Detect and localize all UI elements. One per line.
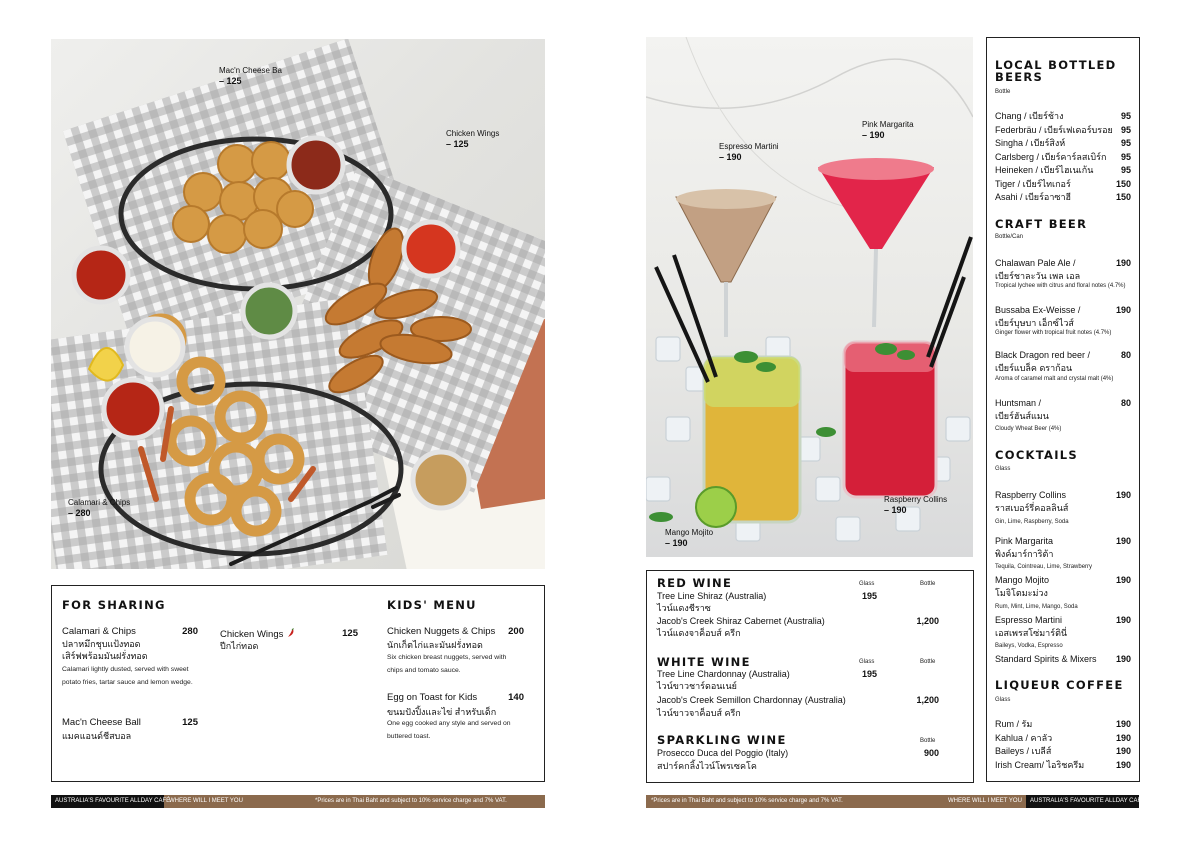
beer-list (995, 111, 1131, 206)
cocktail-3-thai: โมจิโตมะม่วง (995, 588, 1048, 598)
cocktails-sub: Glass (995, 466, 1011, 472)
item-nuggets-desc: Six chicken breast nuggets, served with chips and tomato sauce. (387, 654, 507, 674)
beer-item (995, 138, 1131, 152)
red-bottle-label: Bottle (920, 581, 936, 587)
liqueur-price: 190 (1115, 719, 1131, 729)
beer-price: 150 (1115, 178, 1131, 189)
food-illustration (51, 39, 545, 569)
footer-note: *Prices are in Thai Baht and subject to 10% service charge and 7% VAT. (651, 798, 843, 804)
item-egg-name: Egg on Toast for Kids (387, 692, 478, 703)
beer-item (995, 179, 1131, 193)
footer-brand: AUSTRALIA'S FAVOURITE ALLDAY CAFÉ (55, 798, 171, 804)
red-wine-1-glass: 195 (861, 591, 877, 601)
white-wine-2-thai: ไวน์ขาวจาค็อบส์ ครีก (657, 708, 741, 718)
beer-item (995, 165, 1131, 179)
craft-sub: Bottle/Can (995, 234, 1024, 240)
liqueur-name: Irish Cream/ ไอริชครีม (995, 759, 1085, 770)
caption-name: Pink Margarita (862, 120, 914, 129)
caption-price: – 190 (665, 538, 688, 548)
item-calamari-desc: Calamari lightly dusted, served with sweet potato fries, tartar sauce and lemon wedge. (62, 666, 193, 686)
liqueur-price: 190 (1115, 746, 1131, 756)
footer-brand: AUSTRALIA'S FAVOURITE ALLDAY CAFÉ (1030, 798, 1146, 804)
caption-espresso-martini (719, 142, 779, 162)
cocktail-illustration (646, 37, 973, 557)
white-wine-1-glass: 195 (861, 669, 877, 679)
cocktail-3-desc: Rum, Mint, Lime, Mango, Soda (995, 604, 1078, 610)
cocktails-heading: COCKTAILS (995, 448, 1079, 462)
cocktail-3-price: 190 (1115, 575, 1131, 585)
item-nuggets-thai: นักเก็ตไก่และมันฝรั่งทอด (387, 640, 483, 650)
beer-item (995, 111, 1131, 125)
item-wings-price: 125 (342, 628, 358, 639)
cocktail-2-desc: Tequila, Cointreau, Lime, Strawberry (995, 564, 1093, 570)
craft-3-price: 80 (1120, 350, 1131, 360)
cocktail-4-name: Espresso Martini (995, 615, 1063, 625)
red-wine-1-thai: ไวน์แดงชีราซ (657, 603, 711, 613)
caption-price: – 190 (719, 152, 742, 162)
footer-left (51, 795, 545, 808)
sparkling-wine-1-name: Prosecco Duca del Poggio (Italy) (657, 748, 789, 758)
white-bottle-label: Bottle (920, 659, 936, 665)
caption-calamari (68, 498, 130, 518)
white-wine-1-name: Tree Line Chardonnay (Australia) (657, 669, 790, 679)
caption-mac-cheese (219, 66, 282, 86)
footer-right (646, 795, 1146, 808)
chili-icon (286, 628, 295, 638)
beer-price: 95 (1120, 165, 1131, 175)
white-glass-label: Glass (859, 659, 875, 665)
craft-3-thai: เบียร์แบล็ค ดราก้อน (995, 363, 1073, 373)
caption-name: Espresso Martini (719, 142, 779, 151)
item-wings-thai: ปีกไก่ทอด (220, 641, 259, 651)
item-wings-label: Chicken Wings (220, 629, 284, 640)
craft-heading: CRAFT BEER (995, 217, 1088, 231)
footer-tagline: WHERE WILL I MEET YOU (948, 798, 1022, 804)
craft-3-name: Black Dragon red beer / (995, 350, 1091, 360)
craft-2-thai: เบียร์บุษบา เอ็กซ์ไวส์ (995, 318, 1074, 328)
liqueur-price: 190 (1115, 759, 1131, 770)
drinks-menu-box (986, 37, 1140, 782)
cocktail-photo (646, 37, 973, 557)
craft-1-price: 190 (1115, 258, 1131, 268)
beer-price: 150 (1115, 192, 1131, 202)
footer-tagline: WHERE WILL I MEET YOU (169, 798, 243, 804)
beer-name: Carlsberg / เบียร์คาร์ลสเบิร์ก (995, 151, 1107, 162)
caption-name: Chicken Wings (446, 129, 500, 138)
white-wine-2-name: Jacob's Creek Semillon Chardonnay (Australia) (657, 695, 846, 705)
caption-price: – 280 (68, 508, 91, 518)
liqueur-name: Rum / รัม (995, 719, 1033, 729)
beer-name: Chang / เบียร์ช้าง (995, 111, 1064, 121)
item-calamari-name: Calamari & Chips (62, 626, 136, 637)
white-wine-2-bottle: 1,200 (916, 695, 939, 705)
liqueur-name: Kahlua / คาลัว (995, 732, 1053, 743)
beer-name: Tiger / เบียร์ไทเกอร์ (995, 178, 1071, 189)
cocktail-4-desc: Baileys, Vodka, Espresso (995, 643, 1063, 649)
item-egg-price: 140 (508, 692, 524, 703)
cocktail-2-price: 190 (1115, 536, 1131, 546)
item-nuggets-name: Chicken Nuggets & Chips (387, 626, 496, 637)
caption-price: – 190 (862, 130, 885, 140)
caption-mango-mojito (665, 528, 713, 548)
beer-price: 95 (1120, 151, 1131, 162)
item-nuggets-price: 200 (508, 626, 524, 637)
beer-price: 95 (1120, 124, 1131, 135)
beer-item (995, 152, 1131, 166)
cocktail-5-price: 190 (1115, 654, 1131, 664)
caption-name: Mango Mojito (665, 528, 714, 537)
liqueur-name: Baileys / เบลีส์ (995, 746, 1052, 756)
beer-item (995, 125, 1131, 139)
kids-heading: KIDS' MENU (387, 598, 477, 612)
caption-wings (446, 129, 499, 149)
craft-4-desc: Cloudy Wheat Beer (4%) (995, 426, 1062, 432)
food-photo (51, 39, 545, 569)
liqueur-heading: LIQUEUR COFFEE (995, 678, 1124, 692)
caption-name: Calamari & Chips (68, 498, 131, 507)
craft-3-desc: Aroma of caramel malt and crystal malt (4%) (995, 376, 1114, 382)
craft-1-name: Chalawan Pale Ale / (995, 258, 1076, 268)
red-wine-1-name: Tree Line Shiraz (Australia) (657, 591, 767, 601)
item-mac-name: Mac'n Cheese Ball (62, 717, 141, 728)
red-wine-heading: RED WINE (657, 576, 733, 590)
caption-price: – 125 (219, 76, 242, 86)
footer-note: *Prices are in Thai Baht and subject to 10% service charge and 7% VAT. (315, 798, 507, 804)
cocktail-1-desc: Gin, Lime, Raspberry, Soda (995, 519, 1069, 525)
liqueur-list (995, 719, 1131, 773)
white-wine-1-thai: ไวน์ขาวชาร์ดอนเนย์ (657, 681, 737, 691)
craft-4-name: Huntsman / (995, 398, 1042, 408)
craft-2-price: 190 (1115, 305, 1131, 315)
cocktail-5-name: Standard Spirits & Mixers (995, 654, 1097, 664)
item-mac-thai: แมคแอนด์ชีสบอล (62, 731, 132, 741)
liqueur-item (995, 719, 1131, 733)
beer-price: 95 (1120, 111, 1131, 121)
cocktail-1-name: Raspberry Collins (995, 490, 1067, 500)
sparkling-wine-1-thai: สปาร์คกลิ้งไวน์โพรเซคโค (657, 761, 757, 771)
red-wine-2-bottle: 1,200 (916, 616, 939, 626)
wine-menu-box (646, 570, 974, 783)
item-calamari-thai-2: เสิร์ฟพร้อมมันฝรั่งทอด (62, 651, 148, 661)
cocktail-2-thai: พิงค์มาร์การิต้า (995, 549, 1054, 559)
item-wings-name (220, 628, 295, 640)
cocktail-1-thai: ราสเบอร์รี่คอลลินส์ (995, 503, 1069, 513)
liqueur-item (995, 733, 1131, 747)
craft-1-desc: Tropical lychee with citrus and floral notes (4.7%) (995, 283, 1126, 289)
beer-name: Singha / เบียร์สิงห์ (995, 138, 1066, 148)
cocktail-4-thai: เอสเพรสโซ่มาร์ตินี่ (995, 628, 1068, 638)
sparkling-wine-heading: SPARKLING WINE (657, 733, 787, 747)
red-wine-2-name: Jacob's Creek Shiraz Cabernet (Australia) (657, 616, 825, 626)
craft-1-thai: เบียร์ชาละวัน เพล เอล (995, 271, 1081, 281)
cocktail-2-name: Pink Margarita (995, 536, 1054, 546)
beer-name: Heineken / เบียร์ไฮเนเก้น (995, 165, 1094, 175)
caption-name: Mac'n Cheese Ba (219, 66, 282, 75)
liqueur-item (995, 746, 1131, 760)
sparkling-bottle-label: Bottle (920, 738, 936, 744)
cocktail-4-price: 190 (1115, 615, 1131, 625)
caption-raspberry-collins (884, 495, 947, 515)
craft-4-price: 80 (1120, 398, 1131, 408)
beer-name: Asahi / เบียร์อาซาฮี (995, 192, 1072, 202)
item-calamari-thai: ปลาหมึกชุบแป้งทอด (62, 639, 141, 649)
item-egg-desc: One egg cooked any style and served on buttered toast. (387, 720, 511, 740)
caption-pink-margarita (862, 120, 914, 140)
beer-name: Federbräu / เบียร์เฟเดอร์บรอย (995, 124, 1113, 135)
beers-heading: LOCAL BOTTLED BEERS (995, 58, 1117, 84)
caption-price: – 125 (446, 139, 469, 149)
sparkling-wine-1-bottle: 900 (923, 748, 939, 758)
craft-4-thai: เบียร์ฮันส์แมน (995, 411, 1049, 421)
cocktail-3-name: Mango Mojito (995, 575, 1050, 585)
beers-sub: Bottle (995, 89, 1011, 95)
beer-price: 95 (1120, 138, 1131, 148)
liqueur-sub: Glass (995, 697, 1011, 703)
caption-name: Raspberry Collins (884, 495, 948, 504)
liqueur-item (995, 760, 1131, 774)
caption-price: – 190 (884, 505, 907, 515)
item-calamari-price: 280 (182, 626, 198, 637)
white-wine-heading: WHITE WINE (657, 655, 751, 669)
sharing-heading: FOR SHARING (62, 598, 166, 612)
sharing-menu-box (51, 585, 545, 782)
item-egg-thai: ขนมปังปิ้งและไข่ สำหรับเด็ก (387, 707, 497, 717)
craft-2-desc: Ginger flower with tropical fruit notes (4.7%) (995, 330, 1112, 336)
beer-item (995, 192, 1131, 206)
item-mac-price: 125 (182, 717, 198, 728)
cocktail-1-price: 190 (1115, 490, 1131, 500)
liqueur-price: 190 (1115, 732, 1131, 743)
craft-2-name: Bussaba Ex-Weisse / (995, 305, 1081, 315)
red-wine-2-thai: ไวน์แดงจาค็อบส์ ครีก (657, 628, 741, 638)
red-glass-label: Glass (859, 581, 875, 587)
